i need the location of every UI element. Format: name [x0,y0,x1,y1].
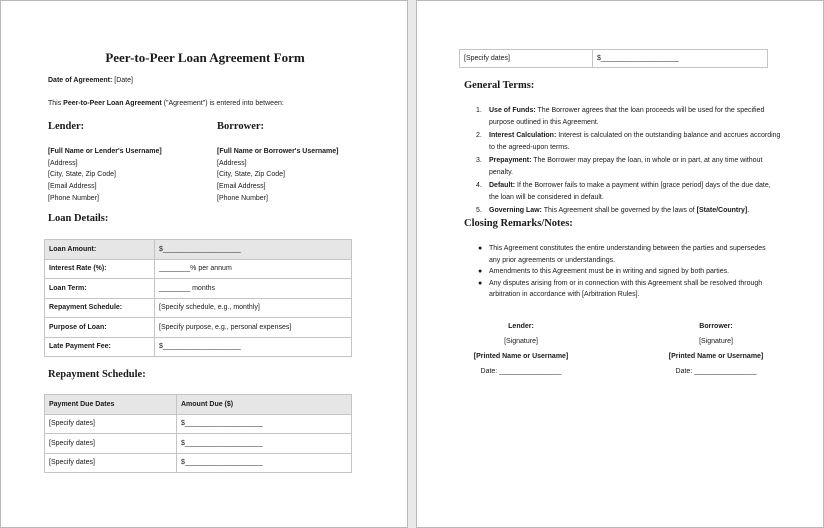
repayment-schedule-field[interactable]: [Specify schedule, e.g., monthly] [155,298,352,318]
bullet-icon: ● [478,279,483,287]
table-row [45,337,352,357]
term-number: 3. [476,157,482,164]
repayment-schedule-label: Repayment Schedule: [45,298,155,318]
loan-amount-field[interactable]: $____________________ [155,240,352,260]
term-title: Prepayment: [489,157,532,164]
amount-due-field[interactable]: $____________________ [177,434,352,454]
loan-term-field[interactable]: ________ months [155,279,352,299]
interest-rate-field[interactable]: ________% per annum [155,259,352,279]
loan-term-label: Loan Term: [45,279,155,299]
intro-pre: This [48,100,64,107]
term-title: Use of Funds: [489,107,536,114]
term-title: Governing Law: [489,207,542,214]
loan-details-table [44,239,352,357]
list-item [476,243,776,266]
late-payment-fee-label: Late Payment Fee: [45,337,155,357]
borrower-signature-label: Borrower: [699,323,733,330]
term-text: This Agreement shall be governed by the laws of [541,207,697,214]
lender-signature-block [461,319,581,379]
lender-address: [Address] [48,159,78,167]
closing-remarks-list [476,243,776,301]
list-item [476,278,776,301]
table-row [45,240,352,260]
amount-due-field[interactable]: $____________________ [177,453,352,473]
lender-signature-label: Lender: [508,323,534,330]
table-row [460,50,768,68]
repayment-schedule-table-continued [459,49,768,68]
note-text: Amendments to this Agreement must be in writing and signed by both parties. [489,268,730,275]
term-number: 1. [476,107,482,114]
borrower-printed-name[interactable]: [Printed Name or Username] [668,353,764,360]
intro-bold: Peer-to-Peer Loan Agreement [63,100,162,107]
amount-due-field[interactable]: $____________________ [593,50,768,68]
purpose-of-loan-label: Purpose of Loan: [45,318,155,338]
date-of-agreement-label: Date of Agreement: [48,77,113,84]
term-number: 4. [476,182,482,189]
general-terms-list [476,105,781,219]
document-title: Peer-to-Peer Loan Agreement Form [105,50,305,65]
borrower-city: [City, State, Zip Code] [217,171,285,179]
loan-amount-label: Loan Amount: [45,240,155,260]
borrower-address: [Address] [217,159,247,167]
term-number: 2. [476,132,482,139]
table-row [45,279,352,299]
lender-heading: Lender: [48,121,85,132]
borrower-date-field[interactable]: Date: ________________ [675,368,757,375]
borrower-email: [Email Address] [217,183,266,191]
term-text: If the Borrower fails to make a payment within [grace period] days of the due date, the loan will be considered in default. [489,182,771,201]
table-row [45,318,352,338]
table-row [45,298,352,318]
due-date-field[interactable]: [Specify dates] [460,50,593,68]
document-page-1 [0,0,408,528]
table-row [45,434,352,454]
date-of-agreement-value: [Date] [114,77,133,84]
amount-due-field[interactable]: $____________________ [177,414,352,434]
note-text: Any disputes arising from or in connection with this Agreement shall be resolved through arbitration in accordance with [Arbitration Rules]. [489,279,763,298]
table-header-row [45,395,352,415]
lender-phone: [Phone Number] [48,194,99,202]
lender-block [48,146,162,205]
due-date-field[interactable]: [Specify dates] [45,414,177,434]
due-date-field[interactable]: [Specify dates] [45,434,177,454]
lender-email: [Email Address] [48,183,97,191]
borrower-heading: Borrower: [217,121,265,132]
term-title: Default: [489,182,516,189]
term-tail: . [747,207,750,214]
lender-printed-name[interactable]: [Printed Name or Username] [473,353,569,360]
list-item [476,180,781,203]
list-item [476,105,781,128]
interest-rate-label: Interest Rate (%): [45,259,155,279]
borrower-signature-field[interactable]: [Signature] [699,338,733,345]
bullet-icon: ● [478,268,483,275]
document-page-2 [416,0,824,528]
list-item [476,266,776,278]
repayment-schedule-table [44,394,352,473]
table-row [45,414,352,434]
table-row [45,453,352,473]
general-terms-heading: General Terms: [464,80,535,91]
payment-due-dates-header: Payment Due Dates [45,395,177,415]
lender-city: [City, State, Zip Code] [48,171,116,179]
intro-post: ("Agreement") is entered into between: [161,100,284,107]
list-item [476,205,781,217]
intro-text [48,99,284,108]
table-row [45,259,352,279]
lender-name: [Full Name or Lender's Username] [48,148,162,155]
term-text: The Borrower may prepay the loan, in whole or in part, at any time without penalty. [489,157,763,176]
date-of-agreement [48,76,133,85]
bullet-icon: ● [478,245,483,252]
borrower-name: [Full Name or Borrower's Username] [217,148,339,155]
term-text: The Borrower agrees that the loan proceeds will be used for the specified purpose outlined in this Agreement. [489,107,765,126]
loan-details-heading: Loan Details: [48,213,109,224]
term-bold-tail: [State/Country] [696,207,748,214]
borrower-block [217,146,338,205]
term-number: 5. [476,207,482,214]
repayment-schedule-heading: Repayment Schedule: [48,369,146,380]
term-title: Interest Calculation: [489,132,557,139]
amount-due-header: Amount Due ($) [177,395,352,415]
list-item [476,130,781,153]
due-date-field[interactable]: [Specify dates] [45,453,177,473]
term-text: Interest is calculated on the outstanding balance and accrues according to the agreed-upon terms. [489,132,781,151]
purpose-of-loan-field[interactable]: [Specify purpose, e.g., personal expenses] [155,318,352,338]
late-payment-fee-field[interactable]: $____________________ [155,337,352,357]
lender-signature-field[interactable]: [Signature] [504,338,538,345]
borrower-signature-block [656,319,776,379]
lender-date-field[interactable]: Date: ________________ [480,368,562,375]
note-text: This Agreement constitutes the entire understanding between the parties and supersedes any prior agreements or understandings. [489,245,766,264]
closing-remarks-heading: Closing Remarks/Notes: [464,218,573,229]
list-item [476,155,781,178]
borrower-phone: [Phone Number] [217,194,268,202]
